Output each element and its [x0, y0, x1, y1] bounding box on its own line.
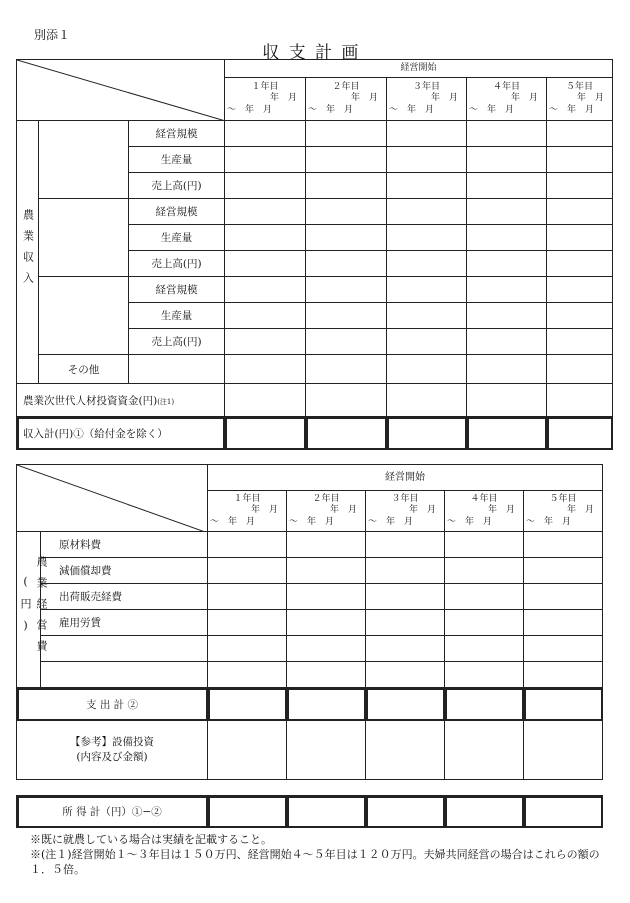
farm-expense-group-label: 農業経営費(円) — [17, 532, 41, 688]
input-cell[interactable] — [366, 584, 445, 610]
row-label-scale: 経営規模 — [129, 199, 225, 225]
input-cell[interactable] — [445, 721, 524, 780]
year-4-header: ４年目 年 月 〜 年 月 — [445, 491, 524, 532]
input-cell[interactable] — [387, 384, 467, 417]
row-label-production: 生産量 — [129, 225, 225, 251]
input-cell[interactable] — [547, 277, 613, 303]
capital-investment-label — [17, 721, 208, 780]
input-cell[interactable] — [225, 225, 306, 251]
input-cell[interactable] — [366, 636, 445, 662]
row-label-other: その他 — [39, 355, 129, 384]
expense-row-label: 出荷販売経費 — [41, 584, 208, 610]
input-cell[interactable] — [547, 417, 613, 450]
input-cell[interactable] — [467, 121, 547, 147]
input-cell[interactable] — [287, 796, 366, 828]
page-title: 収支計画 — [262, 43, 368, 63]
year-3-header: ３年目 年 月 〜 年 月 — [366, 491, 445, 532]
input-cell[interactable] — [547, 199, 613, 225]
input-cell[interactable] — [387, 121, 467, 147]
input-cell[interactable] — [306, 225, 387, 251]
input-cell[interactable] — [287, 721, 366, 780]
reference-label: 【参考】設備投資 — [70, 736, 154, 748]
row-label-sales: 売上高(円) — [129, 173, 225, 199]
year-4-header: ４年目 年 月 〜 年 月 — [467, 78, 547, 121]
input-cell[interactable] — [225, 121, 306, 147]
input-cell[interactable] — [208, 610, 287, 636]
header-diagonal-cell — [17, 465, 208, 532]
input-cell[interactable] — [445, 688, 524, 721]
year-2-header: ２年目 年 月 〜 年 月 — [287, 491, 366, 532]
expense-table — [16, 464, 603, 780]
input-cell[interactable] — [445, 610, 524, 636]
subsidy-note: (注1) — [157, 397, 175, 406]
income-table — [16, 59, 613, 450]
input-cell[interactable] — [467, 251, 547, 277]
input-cell[interactable] — [306, 173, 387, 199]
input-cell[interactable] — [306, 277, 387, 303]
input-cell[interactable] — [287, 688, 366, 721]
row-label-sales: 売上高(円) — [129, 251, 225, 277]
management-start-header: 経営開始 — [208, 465, 603, 491]
input-cell[interactable] — [387, 303, 467, 329]
input-cell[interactable] — [445, 662, 524, 688]
subsidy-label: 農業次世代人材投資資金(円) — [23, 394, 158, 407]
input-cell[interactable] — [524, 610, 603, 636]
input-cell[interactable] — [467, 303, 547, 329]
input-cell[interactable] — [208, 584, 287, 610]
input-cell[interactable] — [225, 251, 306, 277]
row-label-sales: 売上高(円) — [129, 329, 225, 355]
input-cell[interactable] — [547, 121, 613, 147]
input-cell[interactable] — [387, 329, 467, 355]
input-cell[interactable] — [306, 417, 387, 450]
input-cell[interactable] — [366, 610, 445, 636]
input-cell[interactable] — [208, 558, 287, 584]
input-cell[interactable] — [366, 796, 445, 828]
input-cell[interactable] — [524, 532, 603, 558]
input-cell[interactable] — [467, 147, 547, 173]
input-cell[interactable] — [208, 796, 287, 828]
input-cell[interactable] — [225, 173, 306, 199]
input-cell[interactable] — [467, 277, 547, 303]
input-cell[interactable] — [387, 173, 467, 199]
year-2-header: ２年目 年 月 〜 年 月 — [306, 78, 387, 121]
input-cell[interactable] — [467, 355, 547, 384]
input-cell[interactable] — [524, 688, 603, 721]
input-cell[interactable] — [547, 355, 613, 384]
input-cell[interactable] — [467, 173, 547, 199]
input-cell[interactable] — [524, 662, 603, 688]
input-cell[interactable] — [387, 417, 467, 450]
input-cell[interactable] — [387, 251, 467, 277]
farm-income-group-label: 農業収入 — [17, 121, 39, 384]
input-cell[interactable] — [467, 329, 547, 355]
input-cell[interactable] — [306, 199, 387, 225]
expense-row-label: 雇用労賃 — [41, 610, 208, 636]
input-cell[interactable] — [467, 225, 547, 251]
input-cell[interactable] — [445, 636, 524, 662]
input-cell[interactable] — [524, 796, 603, 828]
subsidy-label-cell — [17, 384, 225, 417]
input-cell[interactable] — [524, 721, 603, 780]
input-cell[interactable] — [225, 147, 306, 173]
input-cell[interactable] — [225, 277, 306, 303]
input-cell[interactable] — [366, 558, 445, 584]
input-cell[interactable] — [287, 584, 366, 610]
note-2: ※(注１)経営開始１〜３年目は１５０万円、経営開始４〜５年目は１２０万円。夫婦共同経営の場合はこれらの額の１．５倍。 — [30, 848, 600, 876]
input-cell[interactable] — [225, 329, 306, 355]
input-cell[interactable] — [547, 329, 613, 355]
input-cell[interactable] — [387, 355, 467, 384]
reference-sub-label: (内容及び金額) — [76, 751, 148, 763]
input-cell[interactable] — [208, 662, 287, 688]
input-cell[interactable] — [366, 532, 445, 558]
management-start-header: 経営開始 — [225, 60, 613, 78]
input-cell[interactable] — [287, 636, 366, 662]
input-cell[interactable] — [445, 532, 524, 558]
input-cell[interactable] — [445, 558, 524, 584]
input-cell[interactable] — [524, 584, 603, 610]
row-label-scale: 経営規模 — [129, 121, 225, 147]
year-1-header: １年目 年 月 〜 年 月 — [225, 78, 306, 121]
input-cell[interactable] — [208, 636, 287, 662]
crop-name-cell-1[interactable] — [39, 121, 129, 199]
input-cell[interactable] — [306, 121, 387, 147]
income-summary-table — [16, 795, 603, 828]
net-income-label: 所 得 計（円）①−② — [17, 796, 208, 828]
attachment-label: 別添１ — [34, 28, 71, 42]
year-1-header: １年目 年 月 〜 年 月 — [208, 491, 287, 532]
other-detail-cell[interactable] — [129, 355, 225, 384]
input-cell[interactable] — [287, 532, 366, 558]
input-cell[interactable] — [366, 721, 445, 780]
input-cell[interactable] — [306, 355, 387, 384]
input-cell[interactable] — [225, 384, 306, 417]
input-cell[interactable] — [387, 277, 467, 303]
input-cell[interactable] — [467, 199, 547, 225]
input-cell[interactable] — [524, 558, 603, 584]
input-cell[interactable] — [306, 147, 387, 173]
income-total-label: 収入計(円)①（給付金を除く） — [17, 417, 225, 450]
notes — [30, 832, 605, 877]
header-diagonal-cell — [17, 60, 225, 121]
expense-row-label-blank[interactable] — [41, 662, 208, 688]
input-cell[interactable] — [524, 636, 603, 662]
row-label-scale: 経営規模 — [129, 277, 225, 303]
note-1: ※既に就農している場合は実績を記載すること。 — [30, 833, 272, 846]
input-cell[interactable] — [445, 584, 524, 610]
input-cell[interactable] — [306, 329, 387, 355]
expense-row-label-blank[interactable] — [41, 636, 208, 662]
input-cell[interactable] — [547, 303, 613, 329]
input-cell[interactable] — [547, 173, 613, 199]
input-cell[interactable] — [547, 251, 613, 277]
input-cell[interactable] — [225, 303, 306, 329]
row-label-production: 生産量 — [129, 147, 225, 173]
expense-row-label: 原材料費 — [41, 532, 208, 558]
input-cell[interactable] — [467, 417, 547, 450]
diagonal-line — [17, 465, 208, 532]
crop-name-cell-3[interactable] — [39, 277, 129, 355]
input-cell[interactable] — [287, 558, 366, 584]
input-cell[interactable] — [387, 225, 467, 251]
expense-total-label: 支 出 計 ② — [17, 688, 208, 721]
year-5-header: ５年目 年 月 〜 年 月 — [524, 491, 603, 532]
input-cell[interactable] — [387, 147, 467, 173]
input-cell[interactable] — [225, 355, 306, 384]
input-cell[interactable] — [287, 662, 366, 688]
row-label-production: 生産量 — [129, 303, 225, 329]
input-cell[interactable] — [225, 199, 306, 225]
diagonal-line — [17, 60, 225, 121]
input-cell[interactable] — [287, 610, 366, 636]
input-cell[interactable] — [306, 303, 387, 329]
input-cell[interactable] — [445, 796, 524, 828]
expense-row-label: 減価償却費 — [41, 558, 208, 584]
crop-name-cell-2[interactable] — [39, 199, 129, 277]
input-cell[interactable] — [306, 384, 387, 417]
input-cell[interactable] — [547, 384, 613, 417]
input-cell[interactable] — [366, 688, 445, 721]
input-cell[interactable] — [225, 417, 306, 450]
year-3-header: ３年目 年 月 〜 年 月 — [387, 78, 467, 121]
input-cell[interactable] — [467, 384, 547, 417]
year-5-header: ５年目 年 月 〜 年 月 — [547, 78, 613, 121]
input-cell[interactable] — [208, 721, 287, 780]
input-cell[interactable] — [208, 532, 287, 558]
input-cell[interactable] — [547, 225, 613, 251]
input-cell[interactable] — [366, 662, 445, 688]
input-cell[interactable] — [208, 688, 287, 721]
input-cell[interactable] — [387, 199, 467, 225]
input-cell[interactable] — [306, 251, 387, 277]
input-cell[interactable] — [547, 147, 613, 173]
